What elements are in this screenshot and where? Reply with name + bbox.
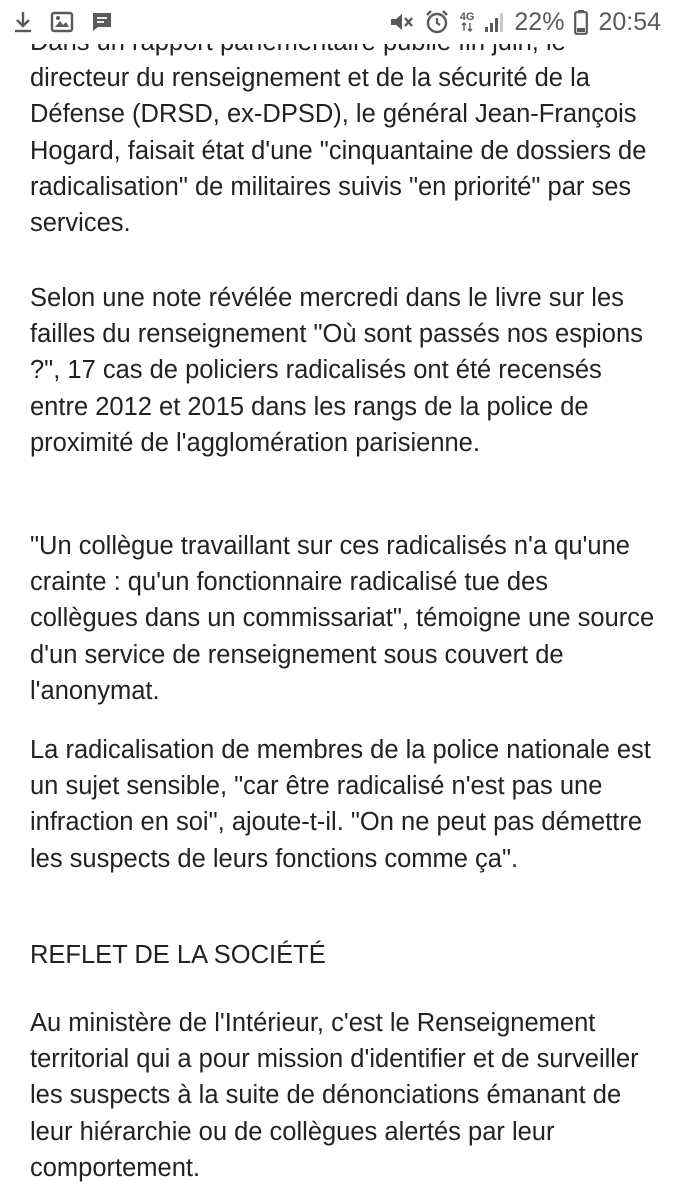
message-icon bbox=[90, 10, 114, 34]
signal-icon bbox=[484, 11, 504, 33]
paragraph: directeur du renseignement et de la sécurité de la Défense (DRSD, ex-DPSD), le général Jean-François Hogard, faisait état d'une "cinquantaine de dossiers de radicalisation" de militaires suivis "en priorité" par ses services. bbox=[30, 64, 647, 238]
network-type-label: 4G bbox=[459, 11, 475, 23]
status-bar bbox=[0, 0, 675, 44]
network-type-icon bbox=[460, 12, 475, 32]
notification-icons bbox=[0, 9, 114, 35]
paragraph: Au ministère de l'Intérieur, c'est le Renseignement territorial qui a pour mission d'identifier et de surveiller les suspects à la suite de dénonciations émanant de leur hiérarchie ou de collègues alertés par leur comportement. bbox=[30, 1009, 639, 1182]
battery-percent: 22% bbox=[514, 7, 565, 36]
section-heading: REFLET DE LA SOCIÉTÉ bbox=[30, 941, 326, 969]
battery-icon bbox=[574, 9, 588, 35]
paragraph: "Un collègue travaillant sur ces radicalisés n'a qu'une crainte : qu'un fonctionnaire radicalisé tue des collègues dans un commissariat", témoigne une source d'un service de renseignement sous couvert de l'anonymat. bbox=[30, 532, 655, 705]
image-icon bbox=[50, 11, 74, 33]
clock: 20:54 bbox=[598, 7, 661, 36]
alarm-icon bbox=[424, 9, 450, 35]
system-icons bbox=[388, 8, 675, 37]
mute-icon bbox=[388, 10, 414, 34]
paragraph: Selon une note révélée mercredi dans le livre sur les failles du renseignement "Où sont passés nos espions ?", 17 cas de policiers radicalisés ont été recensés entre 2012 et 2015 dans les rangs de la police de proximité de l'agglomération parisienne. bbox=[30, 284, 643, 457]
paragraph: La radicalisation de membres de la police nationale est un sujet sensible, "car être radicalisé n'est pas une infraction en soi", ajoute-t-il. "On ne peut pas démettre les suspects de leurs fonctions comme ça". bbox=[30, 736, 651, 873]
download-icon bbox=[12, 9, 34, 35]
